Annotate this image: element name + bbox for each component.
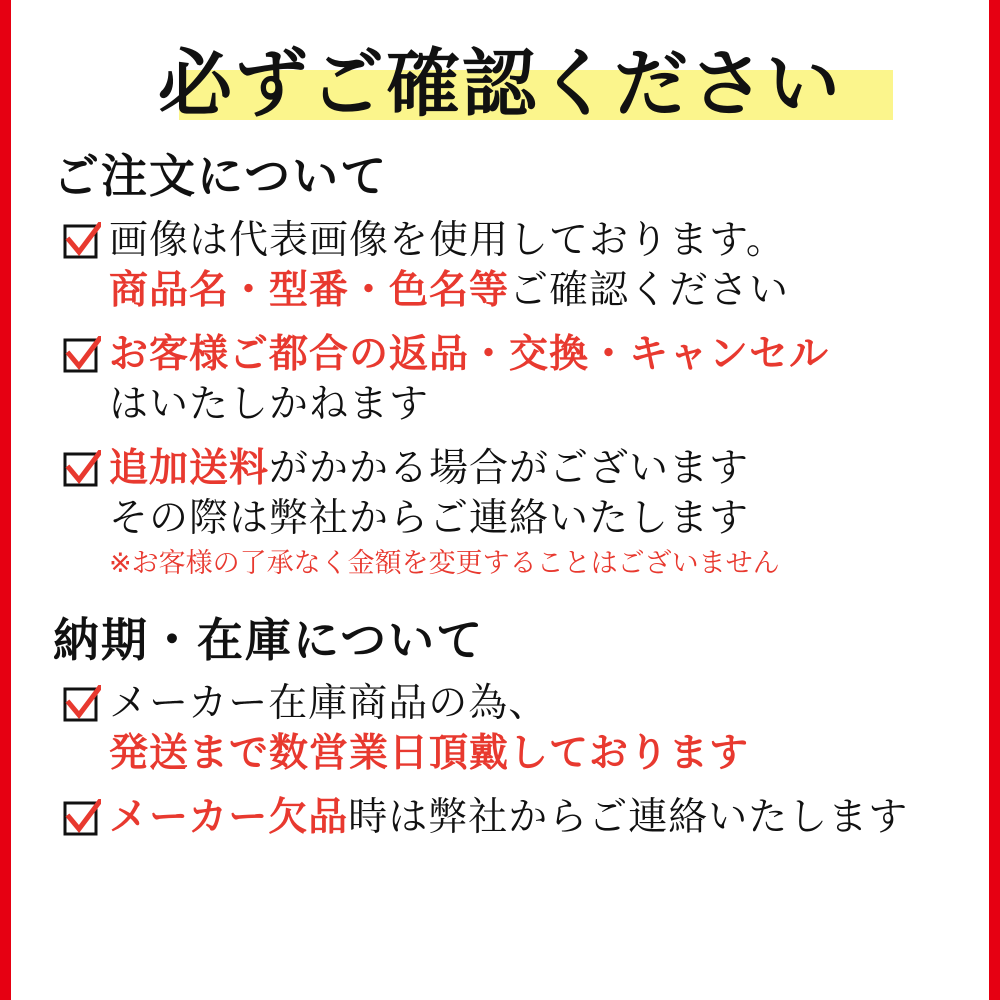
page-title: 必ずご確認ください <box>158 41 842 127</box>
right-red-border <box>989 0 1000 1000</box>
notice-item-lines <box>109 793 959 843</box>
notice-item <box>63 679 959 779</box>
section-heading: ご注文について <box>53 149 389 203</box>
notice-text-run: お客様ご都合の返品・交換・キャンセル <box>109 331 830 377</box>
checkbox-checked-icon <box>63 222 101 260</box>
checkbox-checked-icon <box>63 450 101 488</box>
notice-item <box>63 216 959 316</box>
notice-text-run: ※お客様の了承なく金額を変更することはございません <box>109 547 780 579</box>
section-heading: 納期・在庫について <box>53 612 485 667</box>
notice-line <box>109 266 959 316</box>
notice-text-run: 発送まで数営業日頂戴しております <box>109 731 750 776</box>
notice-item <box>63 330 959 430</box>
notice-line <box>109 216 959 266</box>
notice-content <box>11 0 989 1000</box>
notice-item-lines <box>109 679 959 779</box>
notice-item <box>63 444 959 584</box>
notice-item-lines <box>109 444 959 584</box>
notice-text-run: 追加送料 <box>109 445 270 491</box>
page-title-wrap <box>41 34 959 138</box>
checkbox-checked-icon <box>63 685 101 723</box>
notice-text-run: 時は弊社からご連絡いたします <box>348 795 909 840</box>
notice-text-run: がかかる場合がございます <box>269 445 750 491</box>
notice-line <box>109 494 959 544</box>
left-red-border <box>0 0 11 1000</box>
notice-line <box>109 679 959 729</box>
notice-line <box>109 380 959 430</box>
notice-text-run: 画像は代表画像を使用しております。 <box>109 217 786 263</box>
notice-text-run: メーカー在庫商品の為、 <box>109 681 549 726</box>
notice-text-run: 商品名・型番・色名等 <box>109 267 510 313</box>
checkbox-checked-icon <box>63 799 101 837</box>
sections-root <box>41 148 959 843</box>
notice-text-run: その際は弊社からご連絡いたします <box>109 495 750 541</box>
notice-line <box>109 444 959 494</box>
notice-text-run: ご確認ください <box>509 267 790 313</box>
checkbox-checked-icon <box>63 336 101 374</box>
notice-line <box>109 330 959 380</box>
notice-item-lines <box>109 330 959 430</box>
notice-text-run: メーカー欠品 <box>109 795 349 840</box>
notice-line <box>109 729 959 779</box>
notice-line <box>109 793 959 843</box>
notice-item-lines <box>109 216 959 316</box>
notice-item <box>63 793 959 843</box>
notice-text-run: はいたしかねます <box>109 381 430 427</box>
notice-line <box>109 544 959 584</box>
